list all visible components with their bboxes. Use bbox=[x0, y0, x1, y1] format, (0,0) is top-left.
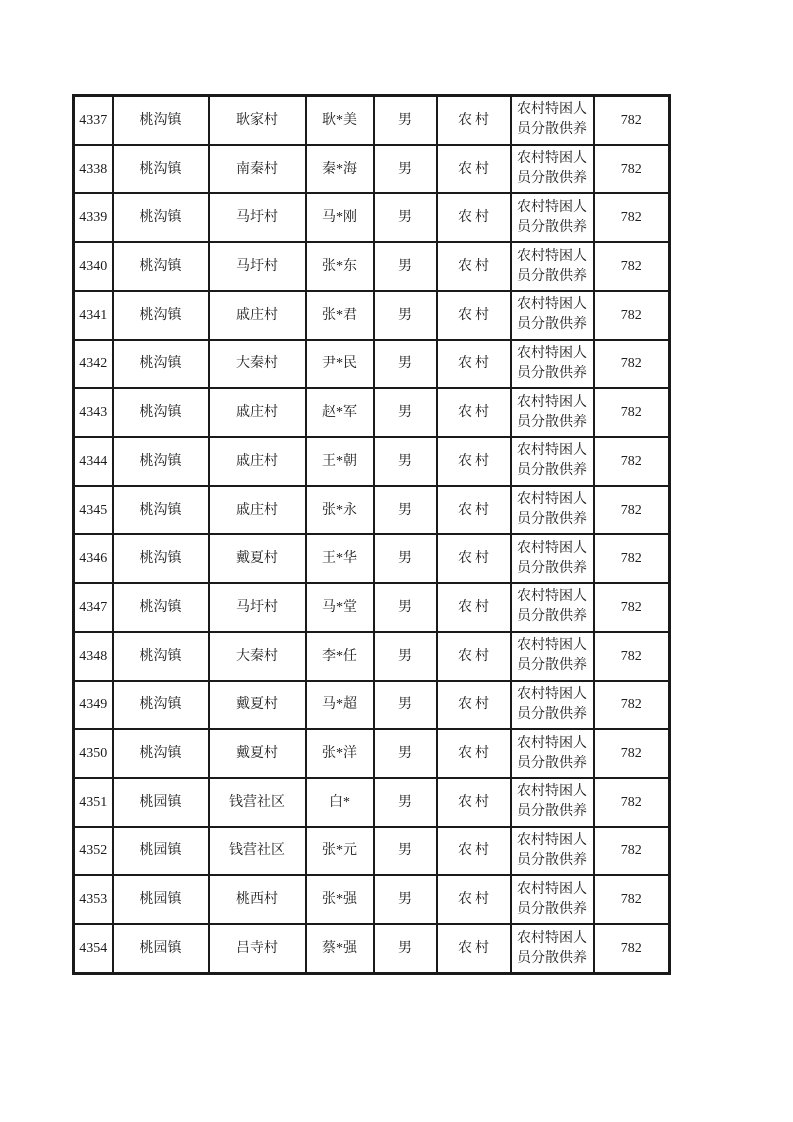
cell-id: 4346 bbox=[74, 534, 113, 583]
cell-region: 农村 bbox=[437, 291, 511, 340]
cell-amount: 782 bbox=[594, 242, 670, 291]
cell-region: 农村 bbox=[437, 875, 511, 924]
cell-id: 4339 bbox=[74, 193, 113, 242]
cell-name: 马*堂 bbox=[306, 583, 374, 632]
cell-name: 王*朝 bbox=[306, 437, 374, 486]
cell-village: 马圩村 bbox=[209, 193, 306, 242]
table-row bbox=[74, 388, 670, 437]
cell-category: 农村特困人员分散供养 bbox=[511, 388, 594, 437]
cell-category: 农村特困人员分散供养 bbox=[511, 437, 594, 486]
cell-category: 农村特困人员分散供养 bbox=[511, 145, 594, 194]
cell-village: 桃西村 bbox=[209, 875, 306, 924]
cell-town: 桃园镇 bbox=[113, 778, 209, 827]
table-row bbox=[74, 145, 670, 194]
table-body bbox=[74, 96, 670, 974]
cell-town: 桃沟镇 bbox=[113, 632, 209, 681]
cell-id: 4345 bbox=[74, 486, 113, 535]
cell-id: 4338 bbox=[74, 145, 113, 194]
cell-gender: 男 bbox=[374, 242, 437, 291]
table-row bbox=[74, 778, 670, 827]
cell-amount: 782 bbox=[594, 534, 670, 583]
cell-town: 桃沟镇 bbox=[113, 534, 209, 583]
cell-region: 农村 bbox=[437, 681, 511, 730]
cell-gender: 男 bbox=[374, 875, 437, 924]
cell-region: 农村 bbox=[437, 340, 511, 389]
cell-village: 钱营社区 bbox=[209, 827, 306, 876]
cell-gender: 男 bbox=[374, 193, 437, 242]
cell-category: 农村特困人员分散供养 bbox=[511, 96, 594, 145]
cell-gender: 男 bbox=[374, 729, 437, 778]
cell-name: 张*永 bbox=[306, 486, 374, 535]
table-row bbox=[74, 924, 670, 973]
cell-id: 4353 bbox=[74, 875, 113, 924]
cell-name: 赵*军 bbox=[306, 388, 374, 437]
cell-name: 马*超 bbox=[306, 681, 374, 730]
cell-village: 吕寺村 bbox=[209, 924, 306, 973]
cell-category: 农村特困人员分散供养 bbox=[511, 729, 594, 778]
cell-region: 农村 bbox=[437, 486, 511, 535]
cell-town: 桃沟镇 bbox=[113, 340, 209, 389]
cell-amount: 782 bbox=[594, 388, 670, 437]
cell-region: 农村 bbox=[437, 96, 511, 145]
table-row bbox=[74, 827, 670, 876]
cell-name: 张*强 bbox=[306, 875, 374, 924]
cell-gender: 男 bbox=[374, 583, 437, 632]
cell-category: 农村特困人员分散供养 bbox=[511, 583, 594, 632]
cell-id: 4344 bbox=[74, 437, 113, 486]
cell-town: 桃沟镇 bbox=[113, 388, 209, 437]
cell-name: 白* bbox=[306, 778, 374, 827]
cell-village: 戚庄村 bbox=[209, 437, 306, 486]
cell-region: 农村 bbox=[437, 632, 511, 681]
table-row bbox=[74, 437, 670, 486]
cell-name: 王*华 bbox=[306, 534, 374, 583]
cell-id: 4354 bbox=[74, 924, 113, 973]
cell-village: 戚庄村 bbox=[209, 291, 306, 340]
cell-name: 秦*海 bbox=[306, 145, 374, 194]
cell-category: 农村特困人员分散供养 bbox=[511, 924, 594, 973]
cell-village: 戴夏村 bbox=[209, 729, 306, 778]
table-row bbox=[74, 875, 670, 924]
cell-region: 农村 bbox=[437, 827, 511, 876]
cell-id: 4342 bbox=[74, 340, 113, 389]
cell-category: 农村特困人员分散供养 bbox=[511, 340, 594, 389]
cell-id: 4347 bbox=[74, 583, 113, 632]
cell-name: 张*元 bbox=[306, 827, 374, 876]
cell-amount: 782 bbox=[594, 924, 670, 973]
cell-name: 张*东 bbox=[306, 242, 374, 291]
cell-amount: 782 bbox=[594, 486, 670, 535]
table-row bbox=[74, 632, 670, 681]
cell-village: 大秦村 bbox=[209, 340, 306, 389]
cell-name: 张*君 bbox=[306, 291, 374, 340]
cell-gender: 男 bbox=[374, 534, 437, 583]
cell-amount: 782 bbox=[594, 193, 670, 242]
cell-town: 桃沟镇 bbox=[113, 96, 209, 145]
cell-region: 农村 bbox=[437, 729, 511, 778]
cell-id: 4340 bbox=[74, 242, 113, 291]
cell-town: 桃沟镇 bbox=[113, 681, 209, 730]
cell-town: 桃沟镇 bbox=[113, 145, 209, 194]
cell-gender: 男 bbox=[374, 827, 437, 876]
cell-gender: 男 bbox=[374, 388, 437, 437]
cell-category: 农村特困人员分散供养 bbox=[511, 632, 594, 681]
table-row bbox=[74, 534, 670, 583]
cell-id: 4348 bbox=[74, 632, 113, 681]
cell-amount: 782 bbox=[594, 875, 670, 924]
table-row bbox=[74, 486, 670, 535]
cell-id: 4351 bbox=[74, 778, 113, 827]
cell-gender: 男 bbox=[374, 340, 437, 389]
cell-town: 桃沟镇 bbox=[113, 583, 209, 632]
cell-gender: 男 bbox=[374, 778, 437, 827]
cell-amount: 782 bbox=[594, 729, 670, 778]
table-row bbox=[74, 291, 670, 340]
cell-region: 农村 bbox=[437, 924, 511, 973]
cell-id: 4350 bbox=[74, 729, 113, 778]
cell-village: 戚庄村 bbox=[209, 388, 306, 437]
cell-name: 张*洋 bbox=[306, 729, 374, 778]
cell-gender: 男 bbox=[374, 291, 437, 340]
cell-name: 尹*民 bbox=[306, 340, 374, 389]
cell-village: 钱营社区 bbox=[209, 778, 306, 827]
cell-town: 桃园镇 bbox=[113, 924, 209, 973]
table-row bbox=[74, 583, 670, 632]
cell-amount: 782 bbox=[594, 632, 670, 681]
cell-category: 农村特困人员分散供养 bbox=[511, 534, 594, 583]
cell-amount: 782 bbox=[594, 583, 670, 632]
cell-gender: 男 bbox=[374, 437, 437, 486]
cell-region: 农村 bbox=[437, 437, 511, 486]
cell-gender: 男 bbox=[374, 145, 437, 194]
cell-town: 桃沟镇 bbox=[113, 486, 209, 535]
beneficiary-table bbox=[72, 94, 671, 975]
cell-town: 桃园镇 bbox=[113, 875, 209, 924]
cell-id: 4341 bbox=[74, 291, 113, 340]
cell-gender: 男 bbox=[374, 681, 437, 730]
cell-village: 耿家村 bbox=[209, 96, 306, 145]
cell-village: 戴夏村 bbox=[209, 534, 306, 583]
table-row bbox=[74, 242, 670, 291]
cell-name: 蔡*强 bbox=[306, 924, 374, 973]
cell-village: 戚庄村 bbox=[209, 486, 306, 535]
cell-category: 农村特困人员分散供养 bbox=[511, 778, 594, 827]
cell-amount: 782 bbox=[594, 96, 670, 145]
cell-amount: 782 bbox=[594, 778, 670, 827]
cell-village: 南秦村 bbox=[209, 145, 306, 194]
cell-category: 农村特困人员分散供养 bbox=[511, 193, 594, 242]
cell-amount: 782 bbox=[594, 291, 670, 340]
cell-id: 4343 bbox=[74, 388, 113, 437]
cell-amount: 782 bbox=[594, 340, 670, 389]
cell-village: 戴夏村 bbox=[209, 681, 306, 730]
cell-id: 4337 bbox=[74, 96, 113, 145]
cell-region: 农村 bbox=[437, 193, 511, 242]
cell-amount: 782 bbox=[594, 145, 670, 194]
cell-town: 桃沟镇 bbox=[113, 242, 209, 291]
cell-category: 农村特困人员分散供养 bbox=[511, 875, 594, 924]
cell-region: 农村 bbox=[437, 145, 511, 194]
cell-amount: 782 bbox=[594, 827, 670, 876]
cell-id: 4349 bbox=[74, 681, 113, 730]
cell-gender: 男 bbox=[374, 924, 437, 973]
cell-town: 桃沟镇 bbox=[113, 437, 209, 486]
cell-category: 农村特困人员分散供养 bbox=[511, 681, 594, 730]
cell-category: 农村特困人员分散供养 bbox=[511, 242, 594, 291]
cell-gender: 男 bbox=[374, 96, 437, 145]
cell-town: 桃沟镇 bbox=[113, 193, 209, 242]
cell-name: 马*刚 bbox=[306, 193, 374, 242]
cell-id: 4352 bbox=[74, 827, 113, 876]
cell-region: 农村 bbox=[437, 583, 511, 632]
table-row bbox=[74, 193, 670, 242]
cell-amount: 782 bbox=[594, 437, 670, 486]
cell-amount: 782 bbox=[594, 681, 670, 730]
cell-category: 农村特困人员分散供养 bbox=[511, 827, 594, 876]
cell-region: 农村 bbox=[437, 534, 511, 583]
cell-village: 马圩村 bbox=[209, 242, 306, 291]
cell-name: 李*任 bbox=[306, 632, 374, 681]
cell-name: 耿*美 bbox=[306, 96, 374, 145]
cell-town: 桃园镇 bbox=[113, 827, 209, 876]
cell-gender: 男 bbox=[374, 632, 437, 681]
cell-region: 农村 bbox=[437, 242, 511, 291]
table-row bbox=[74, 681, 670, 730]
cell-village: 大秦村 bbox=[209, 632, 306, 681]
cell-region: 农村 bbox=[437, 388, 511, 437]
cell-village: 马圩村 bbox=[209, 583, 306, 632]
table-row bbox=[74, 96, 670, 145]
cell-town: 桃沟镇 bbox=[113, 729, 209, 778]
cell-category: 农村特困人员分散供养 bbox=[511, 291, 594, 340]
cell-gender: 男 bbox=[374, 486, 437, 535]
table-row bbox=[74, 729, 670, 778]
cell-category: 农村特困人员分散供养 bbox=[511, 486, 594, 535]
table-row bbox=[74, 340, 670, 389]
cell-town: 桃沟镇 bbox=[113, 291, 209, 340]
cell-region: 农村 bbox=[437, 778, 511, 827]
